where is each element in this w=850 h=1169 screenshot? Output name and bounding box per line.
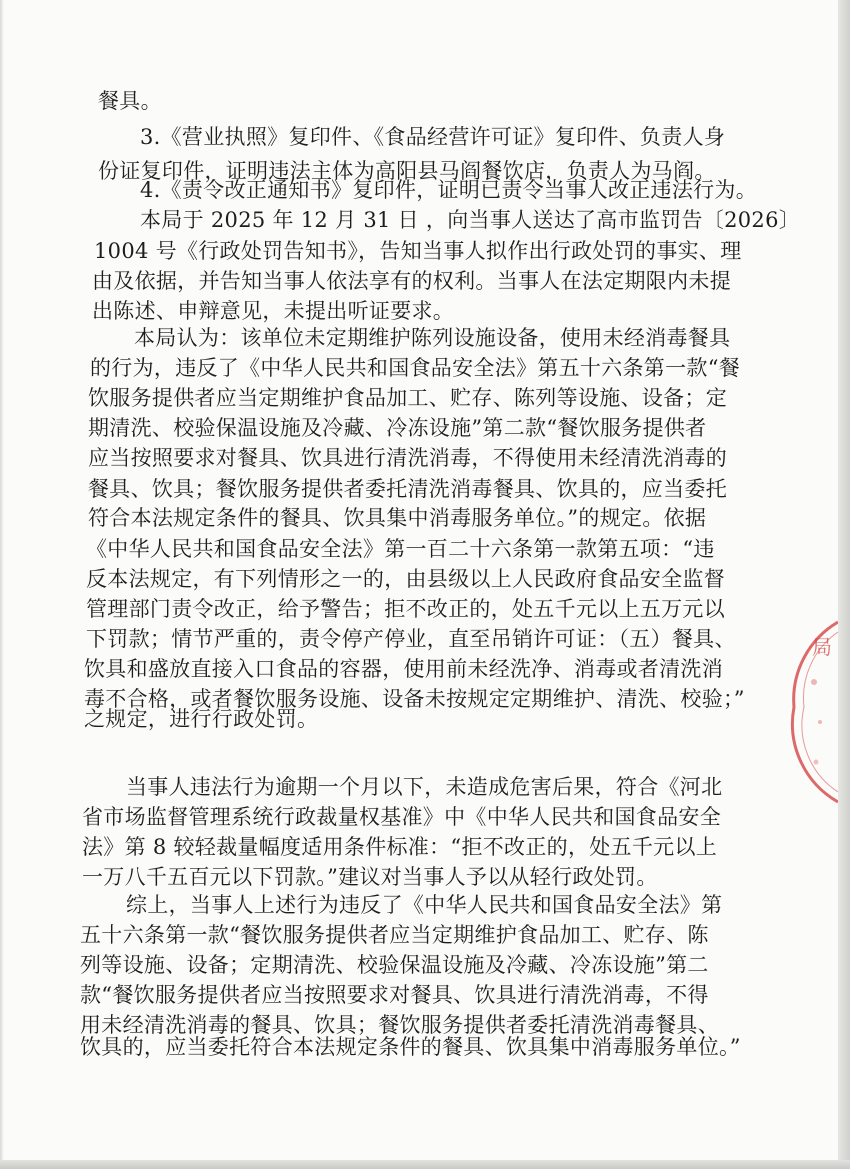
text-line: 《中华人民共和国食品安全法》第一百二十六条第一款第五项：“违 — [86, 537, 715, 561]
text-line: 符合本法规定条件的餐具、饮具集中消毒服务单位。”的规定。依据 — [88, 506, 707, 530]
seal-graphic — [790, 612, 838, 812]
text-line: 餐具。 — [98, 89, 162, 113]
text-line: 管理部门责令改正，给予警告；拒不改正的，处五千元以上五万元以 — [86, 597, 725, 621]
scan-edge-bottom — [0, 1160, 850, 1169]
text-line: 出陈述、申辩意见，未提出听证要求。 — [92, 299, 455, 323]
text-line: 饮服务提供者应当定期维护食品加工、贮存、陈列等设施、设备；定 — [88, 386, 727, 410]
text-line: 反本法规定，有下列情形之一的，由县级以上人民政府食品安全监督 — [86, 567, 725, 591]
text-line: 的行为，违反了《中华人民共和国食品安全法》第五十六条第一款“餐 — [90, 356, 741, 380]
text-line: 法》第 8 较轻裁量幅度适用条件标准：“拒不改正的，处五千元以上 — [82, 835, 718, 859]
text-line: 综上，当事人上述行为违反了《中华人民共和国食品安全法》第 — [126, 893, 723, 917]
text-line: 应当按照要求对餐具、饮具进行清洗消毒，不得使用未经清洗消毒的 — [88, 446, 727, 470]
scan-edge-right — [838, 0, 850, 1169]
text-line: 之规定，进行行政处罚。 — [84, 707, 319, 731]
text-line: 列等设施、设备；定期清洗、校验保温设施及冷藏、冷冻设施”第二 — [80, 953, 709, 977]
text-line: 省市场监督管理系统行政裁量权基准》中《中华人民共和国食品安全 — [82, 805, 721, 829]
text-line: 下罚款；情节严重的，责令停产停业，直至吊销许可证：（五）餐具、 — [86, 627, 736, 651]
official-seal-partial — [790, 612, 838, 812]
text-line: 本局于 2025 年 12 月 31 日 ，向当事人送达了高市监罚告〔2026〕 — [140, 208, 801, 232]
text-line: 本局认为：该单位未定期维护陈列设施设备，使用未经消毒餐具 — [134, 326, 731, 350]
seal-character: 局 — [812, 635, 832, 659]
text-line: 一万八千五百元以下罚款。”建议对当事人予以从轻行政处罚。 — [82, 865, 658, 889]
text-line: 款“餐饮服务提供者应当按照要求对餐具、饮具进行清洗消毒，不得 — [80, 983, 709, 1007]
text-line: 毒不合格，或者餐饮服务设施、设备未按规定定期维护、清洗、校验；” — [84, 687, 745, 711]
text-line: 期清洗、校验保温设施及冷藏、冷冻设施”第二款“餐饮服务提供者 — [88, 416, 707, 440]
text-line: 餐具、饮具；餐饮服务提供者委托清洗消毒餐具、饮具的，应当委托 — [88, 477, 727, 501]
text-line: 用未经清洗消毒的餐具、饮具；餐饮服务提供者委托清洗消毒餐具、 — [80, 1013, 719, 1037]
text-line: 饮具的，应当委托符合本法规定条件的餐具、饮具集中消毒服务单位。” — [80, 1035, 741, 1059]
text-line: 4.《责令改正通知书》复印件，证明已责令当事人改正违法行为。 — [140, 178, 758, 202]
text-line: 饮具和盛放直接入口食品的容器，使用前未经洗净、消毒或者清洗消 — [84, 657, 723, 681]
text-line: 3.《营业执照》复印件、《食品经营许可证》复印件、负责人身 — [140, 125, 726, 149]
text-line: 五十六条第一款“餐饮服务提供者应当定期维护食品加工、贮存、陈 — [80, 923, 709, 947]
text-line: 1004 号《行政处罚告知书》，告知当事人拟作出行政处罚的事实、理 — [94, 239, 742, 263]
text-line: 当事人违法行为逾期一个月以下，未造成危害后果，符合《河北 — [126, 775, 723, 799]
text-line: 由及依据，并告知当事人依法享有的权利。当事人在法定期限内未提 — [92, 269, 731, 293]
text-line: 份证复印件，证明违法主体为高阳县马阎餐饮店，负责人为马阎。 — [98, 159, 716, 183]
